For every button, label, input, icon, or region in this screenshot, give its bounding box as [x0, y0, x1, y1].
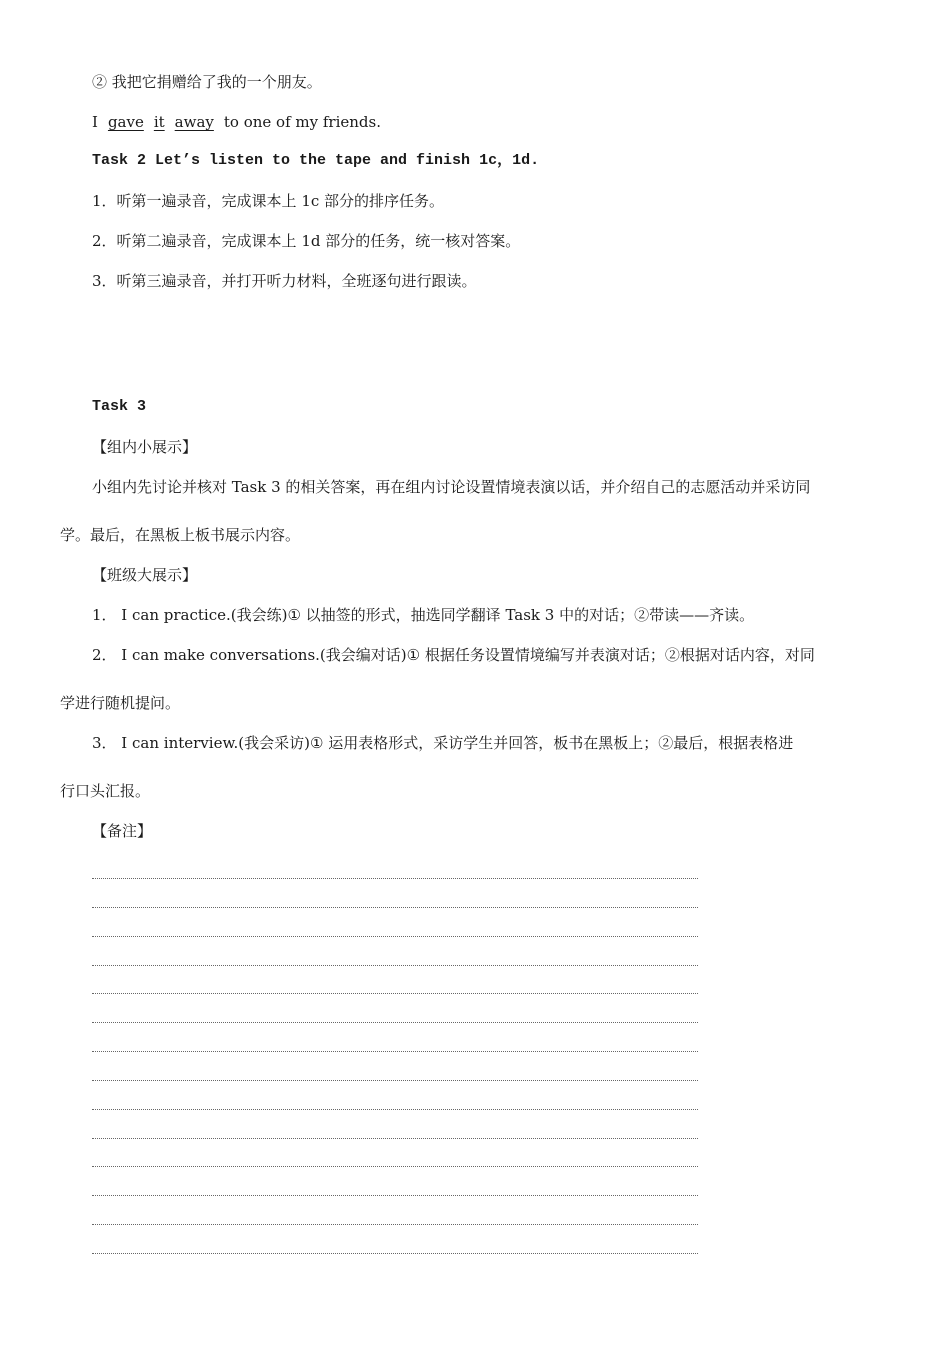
note-line [92, 1224, 698, 1225]
note-line [92, 1109, 698, 1110]
group-show-heading: 【组内小展示】 [92, 438, 198, 456]
english-fill-in-sentence [92, 112, 381, 132]
answer-blank-2: it [153, 113, 165, 131]
note-line [92, 993, 698, 994]
task3-title: Task 3 [92, 398, 147, 415]
note-line [92, 1195, 698, 1196]
note-line [92, 1080, 698, 1081]
class-show-item-2-line-1: 2． I can make conversations.(我会编对话)① 根据任务设置情境编写并表演对话；②根据对话内容，对同 [92, 646, 815, 664]
sentence-suffix: to one of my friends. [223, 113, 381, 131]
task2-title: Task 2 Let’s listen to the tape and finish 1c，1d. [92, 152, 540, 169]
task2-step-3: 3．听第三遍录音，并打开听力材料，全班逐句进行跟读。 [92, 272, 477, 290]
note-line [92, 1022, 698, 1023]
note-line [92, 1253, 698, 1254]
note-line [92, 1166, 698, 1167]
note-line [92, 907, 698, 908]
group-show-text-line-1: 小组内先讨论并核对 Task 3 的相关答案，再在组内讨论设置情境表演以话，并介绍自己的志愿活动并采访同 [92, 478, 811, 496]
class-show-item-1: 1． I can practice.(我会练)① 以抽签的形式，抽选同学翻译 Task 3 中的对话；②带读——齐读。 [92, 606, 755, 624]
note-line [92, 878, 698, 879]
class-show-item-2-line-2: 学进行随机提问。 [60, 694, 181, 712]
note-line [92, 965, 698, 966]
chinese-sentence-2: ② 我把它捐赠给了我的一个朋友。 [92, 73, 322, 91]
class-show-item-3-line-1: 3． I can interview.(我会采访)① 运用表格形式，采访学生并回答，板书在黑板上；②最后，根据表格进 [92, 734, 794, 752]
answer-blank-3: away [174, 113, 214, 131]
answer-blank-1: gave [107, 113, 144, 131]
class-show-item-3-line-2: 行口头汇报。 [60, 782, 151, 800]
notes-heading: 【备注】 [92, 822, 153, 840]
sentence-prefix: I [92, 113, 98, 131]
task2-step-2: 2．听第二遍录音，完成课本上 1d 部分的任务，统一核对答案。 [92, 232, 521, 250]
note-line [92, 936, 698, 937]
task2-step-1: 1．听第一遍录音，完成课本上 1c 部分的排序任务。 [92, 192, 445, 210]
note-line [92, 1138, 698, 1139]
note-line [92, 1051, 698, 1052]
class-show-heading: 【班级大展示】 [92, 566, 198, 584]
group-show-text-line-2: 学。最后，在黑板上板书展示内容。 [60, 526, 301, 544]
